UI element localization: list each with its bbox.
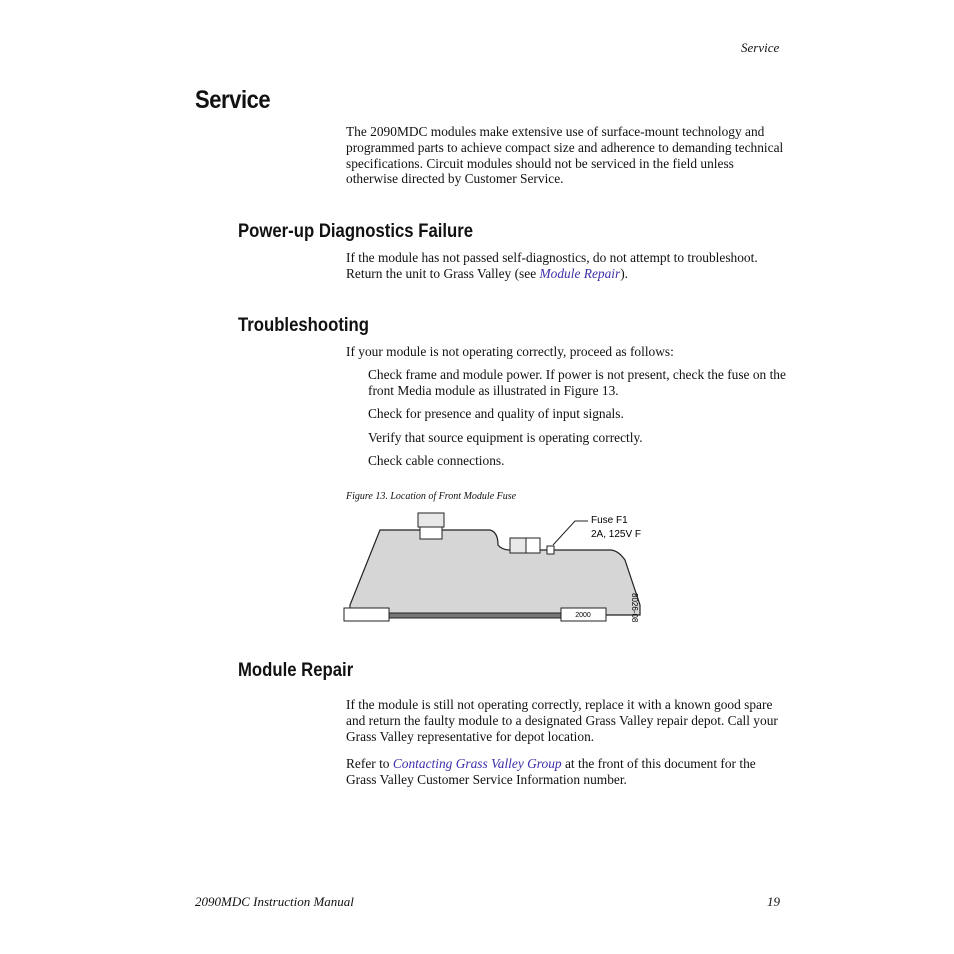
figure-caption: Figure 13. Location of Front Module Fuse bbox=[346, 491, 517, 502]
link-contacting-grass-valley[interactable]: Contacting Grass Valley Group bbox=[392, 756, 562, 771]
footer-manual-title: 2090MDC Instruction Manual bbox=[195, 894, 354, 909]
intro-paragraph: The 2090MDC modules make extensive use of surface-mount technology and programmed parts to achieve compact size and adherence to demanding technical specifications. Circuit modules should not be serviced in the field unless otherwise directed by Customer Service. bbox=[346, 124, 784, 187]
connector bbox=[418, 513, 444, 527]
step-item: Check frame and module power. If power is not present, check the fuse on the front Media module as illustrated in Figure 13. bbox=[368, 367, 786, 398]
module-figure bbox=[340, 505, 650, 630]
circuit-board bbox=[350, 530, 640, 615]
running-header: Service bbox=[741, 40, 780, 55]
text: ). bbox=[620, 265, 629, 281]
step-item: Check cable connections. bbox=[368, 453, 505, 468]
trouble-intro: If your module is not operating correctly, proceed as follows: bbox=[346, 344, 674, 359]
fuse-leader-line bbox=[553, 521, 588, 545]
step-item: Verify that source equipment is operating correctly. bbox=[368, 430, 643, 445]
repair-paragraph: If the module is still not operating correctly, replace it with a known good spare and return the faulty module to a designated Grass Valley repair depot. Call your Grass Valley representative for depot location. bbox=[346, 697, 778, 744]
power-paragraph bbox=[346, 250, 786, 282]
text: Refer to bbox=[346, 756, 393, 771]
page-number: 19 bbox=[767, 894, 780, 909]
board-label: 2000 bbox=[575, 612, 591, 619]
component bbox=[510, 538, 526, 553]
refer-paragraph bbox=[346, 756, 786, 788]
connector-pins bbox=[420, 527, 442, 539]
text: If the module has not passed self-diagnostics, do not attempt to troubleshoot. Return the unit to Grass Valley (see bbox=[346, 250, 758, 281]
heading-module-repair: Module Repair bbox=[238, 660, 354, 681]
link-module-repair[interactable]: Module Repair bbox=[539, 265, 621, 281]
heading-power-up: Power-up Diagnostics Failure bbox=[238, 221, 474, 242]
step-item: Check for presence and quality of input signals. bbox=[368, 406, 624, 421]
fuse-rating: 2A, 125V F bbox=[591, 529, 642, 540]
board-edge bbox=[389, 613, 561, 618]
front-panel-left bbox=[344, 608, 389, 621]
page-title: Service bbox=[195, 86, 271, 114]
component bbox=[526, 538, 540, 553]
fuse-label: Fuse F1 bbox=[591, 515, 628, 526]
text: at the front of this document for the Grass Valley Customer Service Information number. bbox=[346, 756, 756, 787]
heading-troubleshooting: Troubleshooting bbox=[238, 315, 369, 336]
figure-id: 8026-08 bbox=[630, 593, 639, 623]
fuse-f1 bbox=[547, 546, 554, 554]
